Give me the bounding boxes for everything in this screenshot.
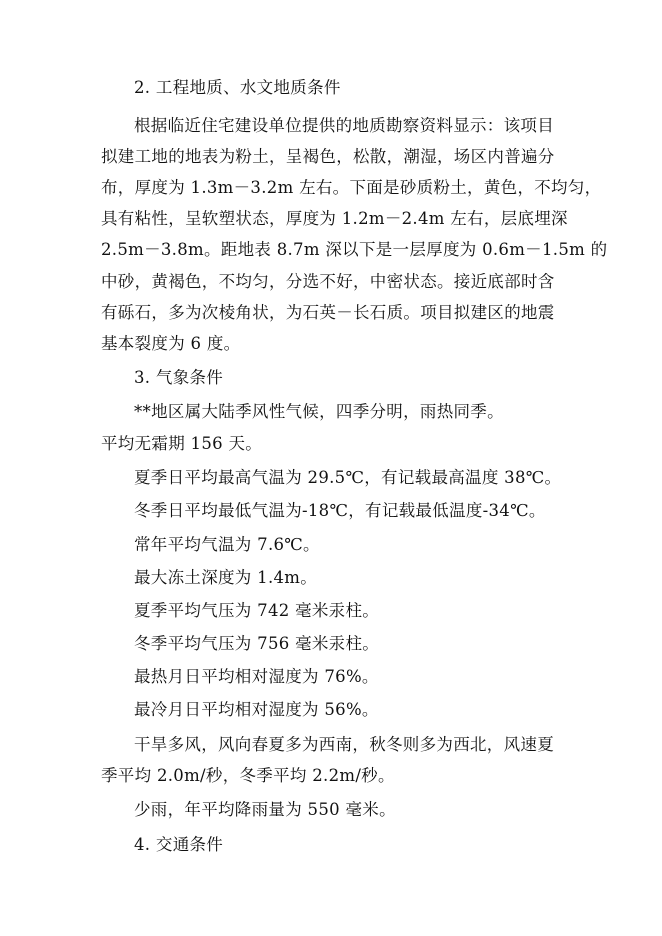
climate-line: **地区属大陆季风性气候，四季分明，雨热同季。 xyxy=(134,402,504,421)
rainfall-line: 少雨，年平均降雨量为 550 毫米。 xyxy=(134,800,396,819)
wind-line: 干旱多风，风向春夏多为西南，秋冬则多为西北，风速夏 xyxy=(134,735,554,754)
paragraph-line: 拟建工地的地表为粉土，呈褐色，松散，潮湿，场区内普遍分 xyxy=(101,147,555,166)
paragraph-line: 有砾石，多为次棱角状，为石英－长石质。项目拟建区的地震 xyxy=(101,303,555,322)
paragraph-line: 根据临近住宅建设单位提供的地质勘察资料显示：该项目 xyxy=(134,116,554,135)
summer-temperature-line: 夏季日平均最高气温为 29.5℃，有记载最高温度 38℃。 xyxy=(134,468,562,487)
wind-line: 季平均 2.0m/秒，冬季平均 2.2m/秒。 xyxy=(101,766,395,785)
paragraph-line: 具有粘性，呈软塑状态，厚度为 1.2m－2.4m 左右，层底埋深 xyxy=(101,209,568,228)
frost-depth-line: 最大冻土深度为 1.4m。 xyxy=(134,568,318,587)
winter-pressure-line: 冬季平均气压为 756 毫米汞柱。 xyxy=(134,634,380,653)
summer-pressure-line: 夏季平均气压为 742 毫米汞柱。 xyxy=(134,601,380,620)
cold-humidity-line: 最冷月日平均相对湿度为 56%。 xyxy=(134,700,379,719)
winter-temperature-line: 冬季日平均最低气温为-18℃，有记载最低温度-34℃。 xyxy=(134,501,546,520)
hot-humidity-line: 最热月日平均相对湿度为 76%。 xyxy=(134,667,379,686)
section-3-heading: 3. 气象条件 xyxy=(134,368,224,387)
climate-line: 平均无霜期 156 天。 xyxy=(101,434,263,453)
annual-temperature-line: 常年平均气温为 7.6℃。 xyxy=(134,535,320,554)
paragraph-line: 中砂，黄褐色，不均匀，分选不好，中密状态。接近底部时含 xyxy=(101,272,555,291)
paragraph-line: 基本裂度为 6 度。 xyxy=(101,334,241,353)
section-4-heading: 4. 交通条件 xyxy=(134,835,224,854)
paragraph-line: 2.5m－3.8m。距地表 8.7m 深以下是一层厚度为 0.6m－1.5m 的 xyxy=(101,240,608,259)
section-2-heading: 2. 工程地质、水文地质条件 xyxy=(134,78,341,97)
paragraph-line: 布，厚度为 1.3m－3.2m 左右。下面是砂质粉土，黄色，不均匀， xyxy=(101,178,602,197)
